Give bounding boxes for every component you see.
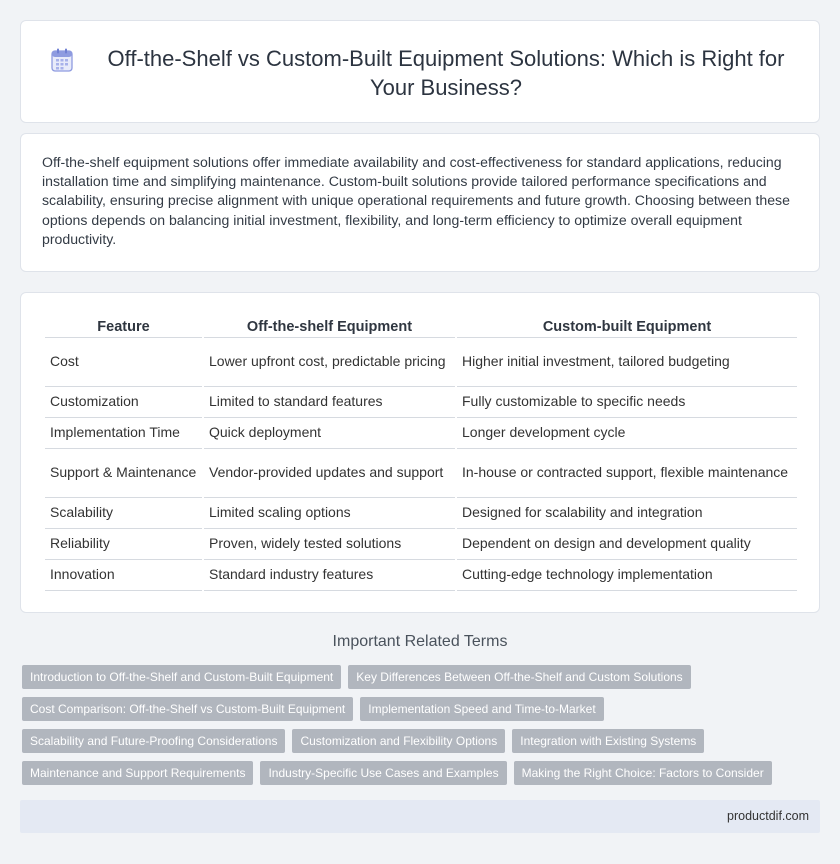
off-the-shelf-cell: Proven, widely tested solutions <box>204 529 455 560</box>
table-row <box>45 418 797 449</box>
custom-built-cell: Cutting-edge technology implementation <box>457 560 797 591</box>
intro-card <box>20 133 820 272</box>
feature-cell: Implementation Time <box>45 418 202 449</box>
header-custom-built: Custom-built Equipment <box>457 316 797 338</box>
table-header-row <box>45 316 797 338</box>
off-the-shelf-cell: Limited to standard features <box>204 387 455 418</box>
table-row <box>45 529 797 560</box>
feature-cell: Innovation <box>45 560 202 591</box>
related-term-tag[interactable]: Key Differences Between Off-the-Shelf and Custom Solutions <box>348 665 690 689</box>
custom-built-cell: Designed for scalability and integration <box>457 498 797 529</box>
related-term-tag[interactable]: Integration with Existing Systems <box>512 729 704 753</box>
comparison-card <box>20 292 820 613</box>
footer-bar <box>20 800 820 833</box>
custom-built-cell: Longer development cycle <box>457 418 797 449</box>
custom-built-cell: Fully customizable to specific needs <box>457 387 797 418</box>
related-term-tag[interactable]: Customization and Flexibility Options <box>292 729 505 753</box>
related-term-tag[interactable]: Making the Right Choice: Factors to Consider <box>514 761 772 785</box>
feature-cell: Reliability <box>45 529 202 560</box>
page-title: Off-the-Shelf vs Custom-Built Equipment Solutions: Which is Right for Your Business? <box>107 46 785 100</box>
calendar-icon <box>51 48 73 72</box>
related-term-tag[interactable]: Scalability and Future-Proofing Considerations <box>22 729 285 753</box>
off-the-shelf-cell: Quick deployment <box>204 418 455 449</box>
table-row <box>45 498 797 529</box>
table-row <box>45 449 797 498</box>
custom-built-cell: In-house or contracted support, flexible maintenance <box>457 449 797 498</box>
off-the-shelf-cell: Limited scaling options <box>204 498 455 529</box>
header-feature: Feature <box>45 316 202 338</box>
custom-built-cell: Dependent on design and development quality <box>457 529 797 560</box>
title-card <box>20 20 820 123</box>
feature-cell: Scalability <box>45 498 202 529</box>
intro-paragraph: Off-the-shelf equipment solutions offer immediate availability and cost-effectiveness for standard applications, reducing installation time and simplifying maintenance. Custom-built solutions provide tailored performance specifications and scalability, ensuring precise alignment with unique operational requirements and future growth. Choosing between these options depends on balancing initial investment, flexibility, and long-term efficiency to optimize overall equipment productivity. <box>42 154 790 247</box>
related-terms-heading: Important Related Terms <box>332 633 508 650</box>
table-row <box>45 338 797 387</box>
related-term-tag[interactable]: Introduction to Off-the-Shelf and Custom-Built Equipment <box>22 665 341 689</box>
related-term-tag[interactable]: Industry-Specific Use Cases and Examples <box>260 761 506 785</box>
feature-cell: Customization <box>45 387 202 418</box>
comparison-table <box>43 316 799 591</box>
off-the-shelf-cell: Standard industry features <box>204 560 455 591</box>
off-the-shelf-cell: Vendor-provided updates and support <box>204 449 455 498</box>
header-off-the-shelf: Off-the-shelf Equipment <box>204 316 455 338</box>
custom-built-cell: Higher initial investment, tailored budgeting <box>457 338 797 387</box>
related-term-tag[interactable]: Implementation Speed and Time-to-Market <box>360 697 603 721</box>
table-row <box>45 560 797 591</box>
footer-site-link[interactable]: productdif.com <box>727 809 809 823</box>
related-term-tag[interactable]: Cost Comparison: Off-the-Shelf vs Custom-Built Equipment <box>22 697 353 721</box>
feature-cell: Cost <box>45 338 202 387</box>
off-the-shelf-cell: Lower upfront cost, predictable pricing <box>204 338 455 387</box>
feature-cell: Support & Maintenance <box>45 449 202 498</box>
related-terms-list <box>22 665 812 793</box>
table-row <box>45 387 797 418</box>
related-term-tag[interactable]: Maintenance and Support Requirements <box>22 761 253 785</box>
